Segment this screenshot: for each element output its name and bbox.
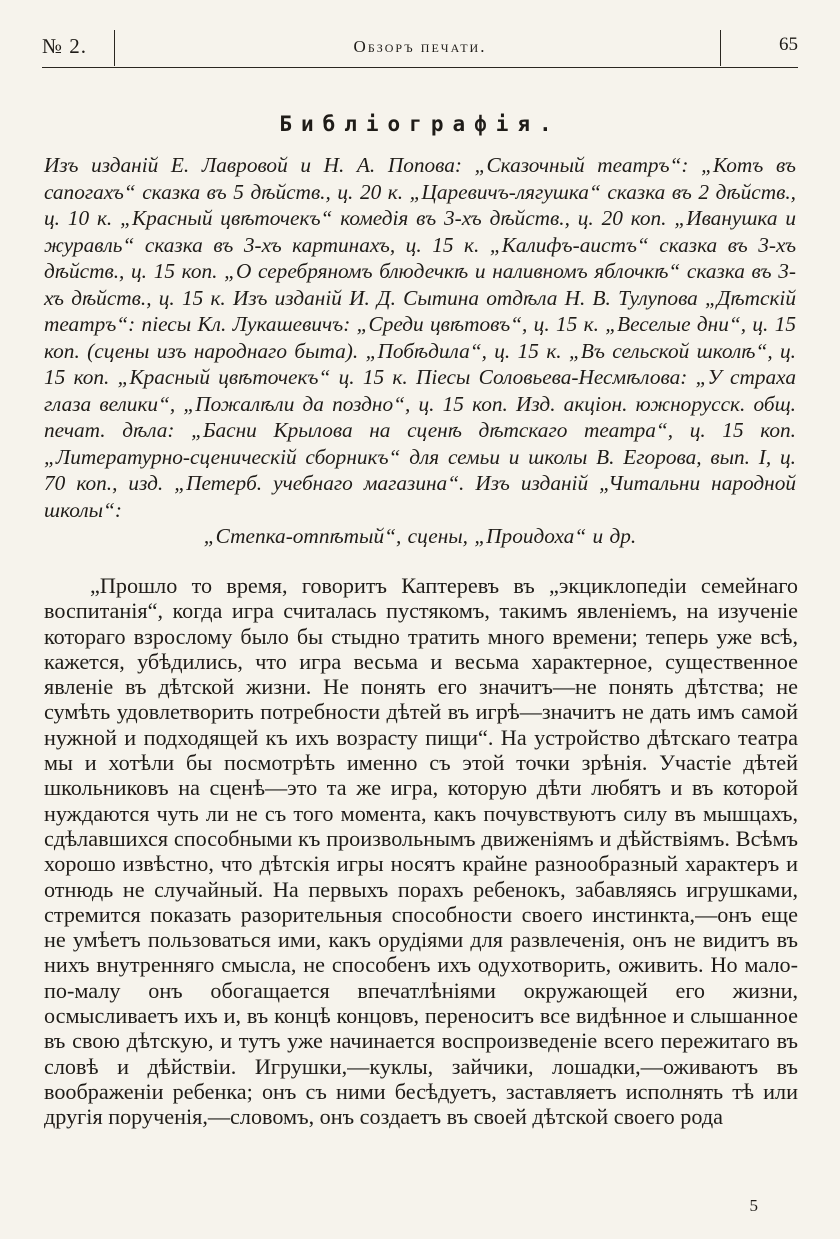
bibliography-text: Изъ изданій Е. Лавровой и Н. А. Попова: „Сказочный театръ“: „Котъ въ сапогахъ“ сказка въ 5 дѣйств., ц. 20 к. „Царевичъ-лягушка“ сказка въ 2 дѣйств., ц. 10 к. „Красный цвѣточекъ“ комедія въ 3-хъ дѣйств., ц. 20 коп. „Иванушка и журавль“ сказка въ 3-хъ картинахъ, ц. 15 к. „Калифъ-аистъ“ сказка въ 3-хъ дѣйств., ц. 15 коп. „О серебряномъ блюдечкѣ и наливномъ яблочкѣ“ сказка въ 3-хъ дѣйств., ц. 15 к. Изъ изданій И. Д. Сытина отдѣла Н. В. Тулупова „Дѣтскій театръ“: піесы Кл. Лукашевичъ: „Среди цвѣтовъ“, ц. 15 к. „Веселые дни“, ц. 15 коп. (сцены изъ народнаго быта). „Побѣдила“, ц. 15 к. „Въ сельской школѣ“, ц. 15 коп. „Красный цвѣточекъ“ ц. 15 к. Піесы Соловьева-Несмѣлова: „У страха глаза велики“, „Пожалѣли да поздно“, ц. 15 коп. Изд. акціон. южнорусск. общ. печат. дѣла: „Басни Крылова на сценѣ дѣтскаго театра“, ц. 15 коп. „Литературно-сценическій сборникъ“ для семьи и школы В. Егорова, вып. I, ц. 70 коп., изд. „Петерб. учебнаго магазина“. Изъ изданій „Читальни народной школы“: [44, 153, 796, 522]
signature-mark: 5 [749, 1196, 758, 1215]
bibliography-block [44, 152, 796, 550]
body-paragraph: „Прошло то время, говоритъ Каптеревъ въ „экциклопедіи семейнаго воспитанія“, когда игра считалась пустякомъ, такимъ явленіемъ, на изученіе котораго взрослому было бы стыдно тратить много времени; теперь уже всѣ, кажется, убѣдились, что игра весьма и весьма характерное, существенное явленіе въ дѣтской жизни. Не понять его значитъ—не понять дѣтства; не сумѣть удовлетворить потребности дѣтей въ игрѣ—значитъ не дать имъ самой нужной и подходящей къ ихъ возрасту пищи“. На устройство дѣтскаго театра мы и хотѣли бы посмотрѣть именно съ этой точки зрѣнія. Участіе дѣтей школьниковъ на сценѣ—это та же игра, которую дѣти любятъ и въ которой нуждаются чуть ли не съ того момента, какъ почувствуютъ силу въ мышцахъ, сдѣлавшихся способными къ произвольнымъ движеніямъ и дѣйствіямъ. Всѣмъ хорошо извѣстно, что дѣтскія игры носятъ крайне разнообразный характеръ и отнюдь не случайный. На первыхъ порахъ ребенокъ, забавляясь игрушками, стремится показать разорительныя способности своего инстинкта,—онъ еще не умѣетъ пользоваться ими, какъ орудіями для развлеченія, онъ не видитъ въ нихъ внутренняго смысла, не способенъ ихъ одухотворить, оживить. Но мало-по-малу онъ обогащается впечатлѣніями окружающей его жизни, осмысливаетъ ихъ и, въ концѣ концовъ, переноситъ все видѣнное и слышанное въ свою дѣтскую, и тутъ уже начинается воспроизведеніе всего пережитаго въ словѣ и дѣйствіи. Игрушки,—куклы, зайчики, лошадки,—оживаютъ въ воображеніи ребенка; онъ съ ними бесѣдуетъ, заставляетъ исполнять тѣ или другія порученія,—словомъ, онъ создаетъ въ своей дѣтской своего рода [44, 573, 798, 1130]
running-head [42, 34, 798, 64]
section-heading: Библіографія. [279, 112, 561, 136]
issue-number: № 2. [42, 34, 88, 58]
header-rule [42, 67, 798, 68]
bibliography-last-line: „Степка-отпѣтый“, сцены, „Проидоха“ и др. [203, 524, 637, 548]
header-divider-right [720, 30, 721, 66]
page-number: 65 [779, 34, 798, 55]
journal-section-title: Обзоръ печати. [353, 37, 487, 56]
article-body [44, 573, 798, 1130]
header-divider-left [114, 30, 115, 66]
